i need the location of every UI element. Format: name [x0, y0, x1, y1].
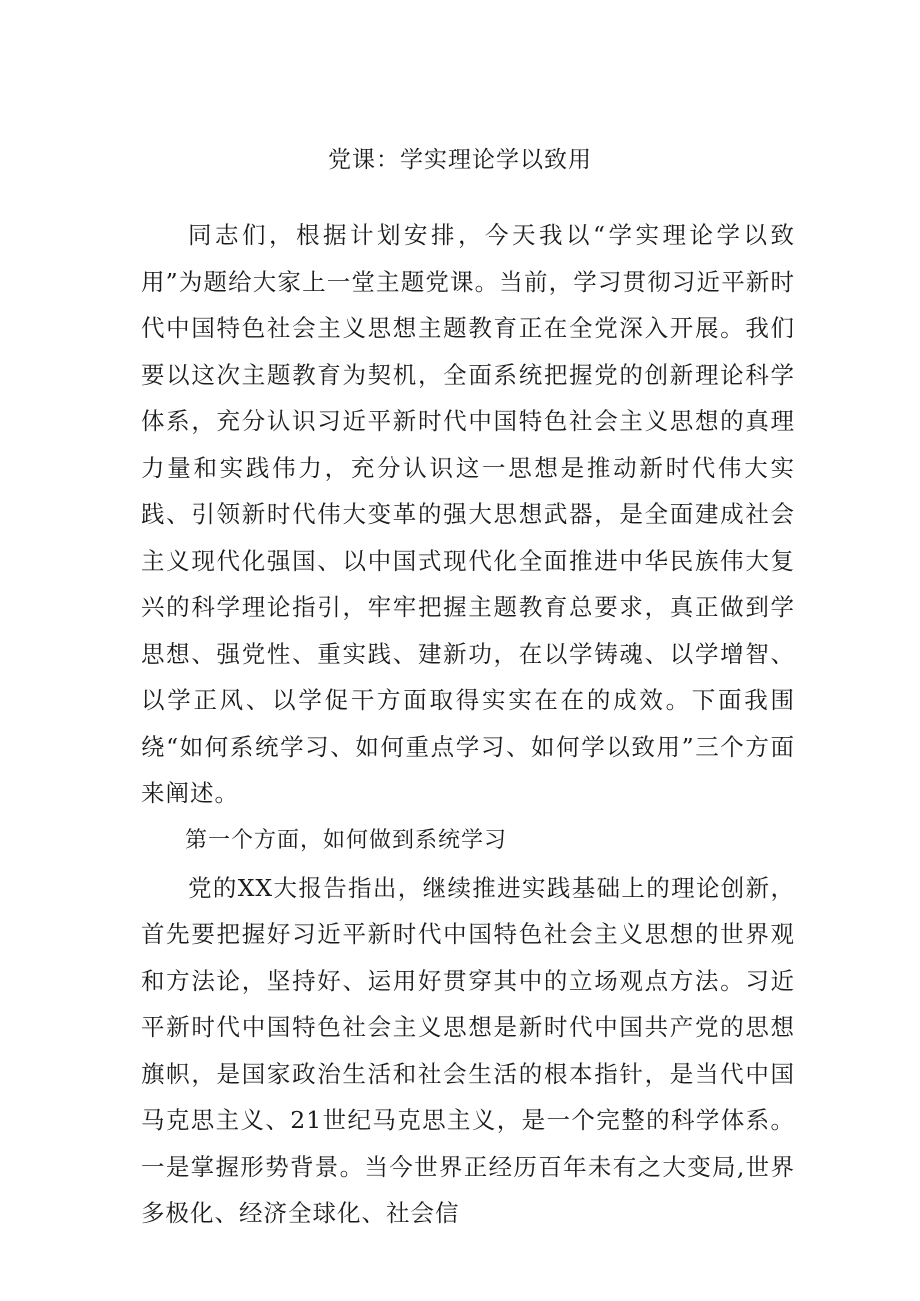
- section-paragraph: 党的XX大报告指出，继续推进实践基础上的理论创新，首先要把握好习近平新时代中国特色社会主义思想的世界观和方法论，坚持好、运用好贯穿其中的立场观点方法。习近平新时代中国特色社会主义思想是新时代中国共产党的思想旗帜，是国家政治生活和社会生活的根本指针，是当代中国马克思主义、21世纪马克思主义，是一个完整的科学体系。一是掌握形势背景。当今世界正经历百年未有之大变局,世界多极化、经济全球化、社会信: [141, 873, 795, 1227]
- intro-paragraph: 同志们，根据计划安排，今天我以“学实理论学以致用”为题给大家上一堂主题党课。当前，学习贯彻习近平新时代中国特色社会主义思想主题教育正在全党深入开展。我们要以这次主题教育为契机，全面系统把握党的创新理论科学体系，充分认识习近平新时代中国特色社会主义思想的真理力量和实践伟力，充分认识这一思想是推动新时代伟大实践、引领新时代伟大变革的强大思想武器，是全面建成社会主义现代化强国、以中国式现代化全面推进中华民族伟大复兴的科学理论指引，牢牢把握主题教育总要求，真正做到学思想、强党性、重实践、建新功，在以学铸魂、以学增智、以学正风、以学促干方面取得实实在在的成效。下面我围绕“如何系统学习、如何重点学习、如何学以致用”三个方面来阐述。: [141, 221, 795, 807]
- document-body: [141, 212, 795, 1237]
- document-title: 党课：学实理论学以致用: [328, 147, 592, 173]
- section-heading: 第一个方面，如何做到系统学习: [185, 827, 508, 853]
